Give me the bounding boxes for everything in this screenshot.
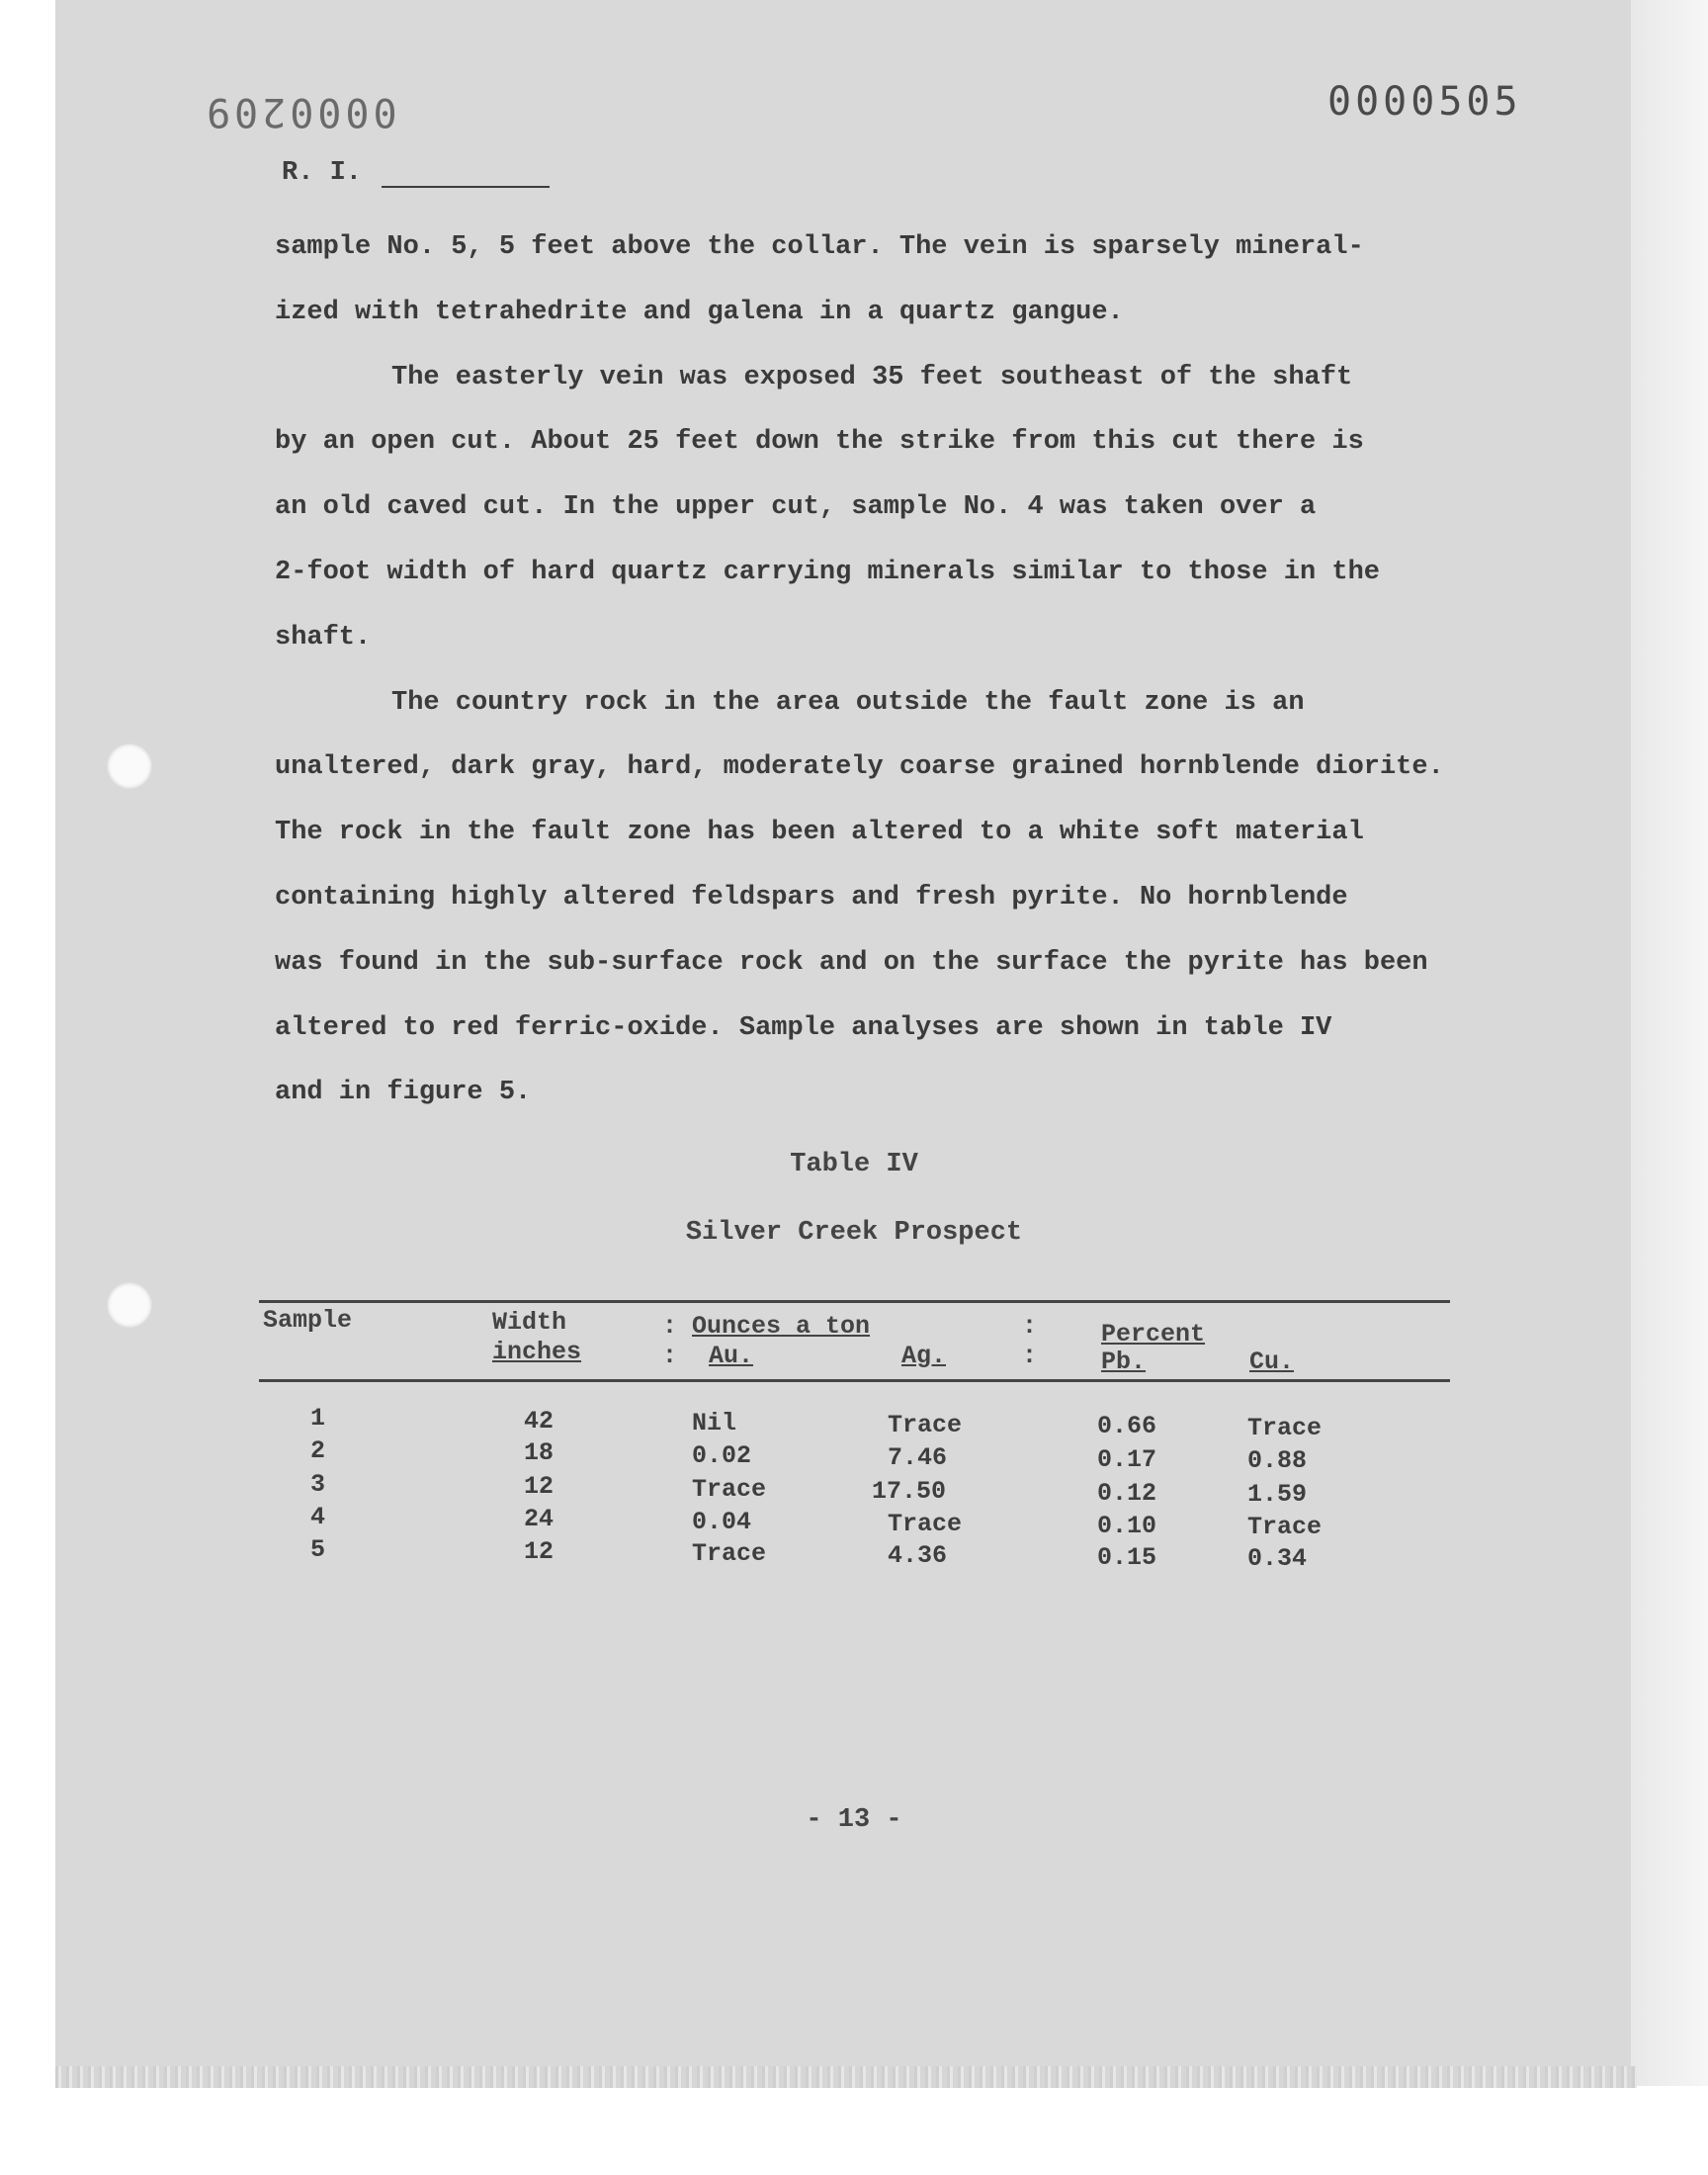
text-line: was found in the sub-surface rock and on the surface the pyrite has been — [275, 947, 1428, 978]
text-line: 2-foot width of hard quartz carrying minerals similar to those in the — [275, 557, 1380, 587]
col-separator: : — [662, 1312, 678, 1341]
table-title: Table IV — [790, 1150, 918, 1179]
col-header-cu: Cu. — [1249, 1348, 1295, 1376]
table-cell-width: 18 — [524, 1438, 555, 1467]
text-line: The country rock in the area outside the fault zone is an — [391, 687, 1305, 718]
text-line: shaft. — [275, 622, 372, 652]
table-cell-ag: Trace — [888, 1510, 963, 1538]
table-cell-pb: 0.17 — [1097, 1445, 1157, 1474]
col-separator: : — [662, 1342, 678, 1370]
table-cell-au: Trace — [692, 1539, 767, 1568]
table-cell-ag: 7.46 — [888, 1443, 948, 1472]
col-header-au: Au. — [709, 1342, 754, 1370]
table-cell-sample: 2 — [310, 1436, 326, 1465]
text-line: by an open cut. About 25 feet down the strike from this cut there is — [275, 427, 1364, 458]
table-cell-cu: 1.59 — [1247, 1480, 1308, 1509]
col-header-width-line2: inches — [492, 1338, 582, 1366]
table-cell-cu: 0.88 — [1247, 1446, 1308, 1475]
assay-table — [259, 1300, 1450, 1597]
table-cell-pb: 0.12 — [1097, 1479, 1157, 1508]
page-number: - 13 - — [806, 1805, 902, 1835]
text-line: altered to red ferric-oxide. Sample analyses are shown in table IV — [275, 1012, 1332, 1043]
col-separator: : — [1022, 1312, 1038, 1341]
col-group-ounces: Ounces a ton — [692, 1312, 871, 1341]
table-cell-sample: 5 — [310, 1535, 326, 1564]
table-cell-au: 0.02 — [692, 1441, 752, 1470]
table-cell-width: 24 — [524, 1505, 555, 1533]
table-cell-cu: Trace — [1247, 1513, 1323, 1541]
text-line: containing highly altered feldspars and fresh pyrite. No hornblende — [275, 882, 1348, 913]
table-cell-pb: 0.15 — [1097, 1543, 1157, 1572]
col-separator: : — [1022, 1342, 1038, 1370]
table-cell-width: 42 — [524, 1407, 555, 1436]
body-text — [275, 216, 1500, 1126]
text-line: and in figure 5. — [275, 1078, 532, 1108]
paragraph-3 — [275, 671, 1500, 1127]
right-stamp-number: 0000505 — [1327, 79, 1522, 125]
text-line: an old caved cut. In the upper cut, sample No. 4 was taken over a — [275, 492, 1317, 523]
text-line: The easterly vein was exposed 35 feet southeast of the shaft — [391, 362, 1353, 392]
col-header-width-line1: Width — [492, 1308, 567, 1337]
table-cell-cu: Trace — [1247, 1414, 1323, 1442]
text-line: The rock in the fault zone has been altered to a white soft material — [275, 818, 1364, 848]
text-line: sample No. 5, 5 feet above the collar. The vein is sparsely mineral- — [275, 232, 1364, 262]
punch-hole-bottom — [107, 1282, 152, 1328]
col-group-percent: Percent — [1101, 1320, 1206, 1348]
table-cell-au: 0.04 — [692, 1508, 752, 1536]
col-header-pb: Pb. — [1101, 1348, 1147, 1376]
col-header-ag: Ag. — [901, 1342, 947, 1370]
table-cell-width: 12 — [524, 1537, 555, 1566]
page-edge — [1631, 0, 1708, 2086]
table-cell-au: Trace — [692, 1475, 767, 1504]
table-cell-ag: 4.36 — [888, 1541, 948, 1570]
table-subtitle: Silver Creek Prospect — [685, 1218, 1023, 1248]
table-header-rule — [259, 1379, 1450, 1382]
table-cell-width: 12 — [524, 1472, 555, 1501]
table-cell-sample: 1 — [310, 1404, 326, 1433]
table-cell-sample: 4 — [310, 1503, 326, 1531]
table-cell-sample: 3 — [310, 1470, 326, 1499]
left-stamp-number: 0000209 — [203, 89, 397, 134]
table-cell-ag: 17.50 — [872, 1477, 947, 1506]
paragraph-2 — [275, 346, 1500, 671]
report-id-label: R. I. — [282, 158, 363, 188]
scan-strip — [55, 2066, 1637, 2088]
table-cell-pb: 0.10 — [1097, 1512, 1157, 1540]
text-line: ized with tetrahedrite and galena in a quartz gangue. — [275, 297, 1124, 327]
text-line: unaltered, dark gray, hard, moderately coarse grained hornblende diorite. — [275, 752, 1444, 783]
table-top-rule — [259, 1300, 1450, 1303]
report-id-blank — [382, 164, 550, 188]
table-cell-ag: Trace — [888, 1411, 963, 1439]
col-header-sample: Sample — [263, 1306, 353, 1335]
paragraph-1 — [275, 216, 1500, 346]
table-cell-pb: 0.66 — [1097, 1412, 1157, 1440]
punch-hole-top — [107, 743, 152, 789]
report-id-line — [282, 158, 550, 188]
table-cell-au: Nil — [692, 1409, 737, 1437]
table-cell-cu: 0.34 — [1247, 1544, 1308, 1573]
